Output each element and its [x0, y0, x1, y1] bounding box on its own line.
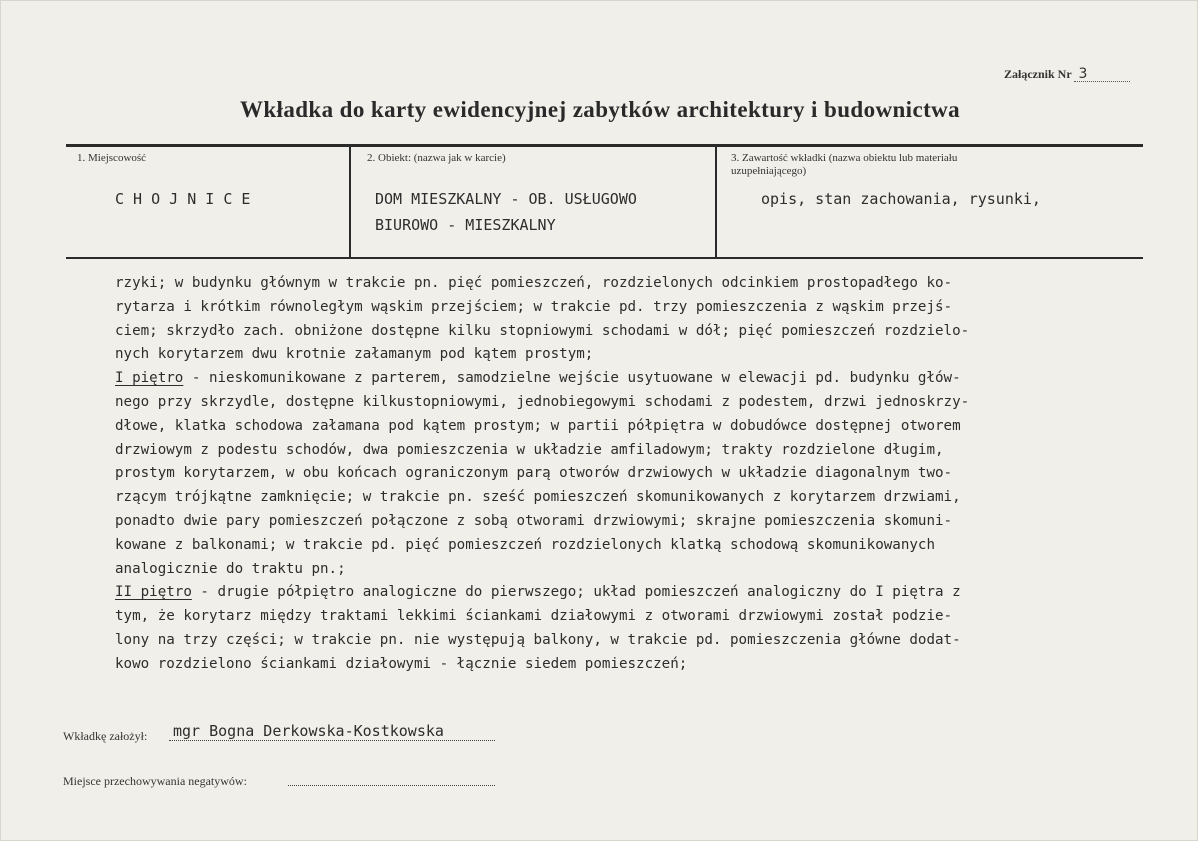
text-line: [115, 439, 1115, 463]
author-label: Wkładkę założył:: [63, 729, 148, 743]
text-line: [115, 272, 1115, 296]
text-line-content: analogicznie do traktu pn.;: [115, 560, 346, 577]
text-line-content: drzwiowym z podestu schodów, dwa pomieszczenia w układzie amfiladowym; trakty rozdzielone długim,: [115, 441, 944, 458]
table-top-rule: [66, 144, 1143, 147]
text-line-content: ciem; skrzydło zach. obniżone dostępne kilku stopniowymi schodami w dół; pięć pomieszczeń rozdzielo-: [115, 322, 970, 339]
text-line-content: rzyki; w budynku głównym w trakcie pn. pięć pomieszczeń, rozdzielonych odcinkiem prostopadłego ko-: [115, 275, 953, 291]
text-line-content: rzącym trójkątne zamknięcie; w trakcie pn. sześć pomieszczeń skomunikowanych z korytarzem drzwiami,: [115, 489, 961, 506]
text-line-content: ponadto dwie pary pomieszczeń połączone z sobą otworami drzwiowymi; skrajne pomieszczenia skomuni-: [115, 512, 953, 529]
column-label-object: 2. Obiekt: (nazwa jak w karcie): [367, 152, 506, 164]
object-value-line-2: BIUROWO - MIESZKALNY: [375, 216, 556, 234]
text-line: [115, 415, 1115, 439]
text-line-content: nych korytarzem dwu krotnie załamanym pod kątem prostym;: [115, 346, 594, 363]
text-line-content: kowane z balkonami; w trakcie pd. pięć pomieszczeń rozdzielonych klatką schodową skomunikowanych: [115, 536, 935, 553]
text-line: [115, 558, 1115, 582]
negatives-label: Miejsce przechowywania negatywów:: [63, 774, 247, 788]
text-line: [115, 534, 1115, 558]
text-line-content: rytarza i krótkim równoległym wąskim przejściem; w trakcie pd. trzy pomieszczenia z wąskim przejś-: [115, 298, 953, 315]
attachment-number: [1004, 67, 1130, 82]
text-line-content: nego przy skrzydle, dostępne kilkustopniowymi, jednobiegowymi schodami z podestem, drzwi jednoskrzy-: [115, 393, 970, 410]
text-line: [115, 605, 1115, 629]
text-line: [115, 462, 1115, 486]
section-heading: II piętro: [115, 584, 192, 601]
text-line-content: dłowe, klatka schodowa załamana pod kątem prostym; w partii półpiętra w dobudówce dostępnej otworem: [115, 417, 961, 434]
negatives-field-line: [288, 785, 495, 786]
contents-value: opis, stan zachowania, rysunki,: [761, 190, 1041, 208]
text-line: [115, 629, 1115, 653]
column-divider-1: [349, 146, 351, 258]
text-line-content: - nieskomunikowane z parterem, samodzielne wejście usytuowane w elewacji pd. budynku głów-: [183, 370, 961, 387]
text-line-content: kowo rozdzielono ściankami działowymi - łącznie siedem pomieszczeń;: [115, 655, 688, 672]
text-line: [115, 367, 1115, 391]
text-line: [115, 391, 1115, 415]
locality-value: C H O J N I C E: [115, 190, 251, 208]
object-value-line-1: DOM MIESZKALNY - OB. USŁUGOWO: [375, 190, 637, 208]
text-line-content: prostym korytarzem, w obu końcach ograniczonym parą otworów drzwiowych w układzie diagonalnym two-: [115, 465, 953, 482]
text-line: [115, 653, 1115, 677]
author-field-line: [169, 740, 495, 741]
page-title: Wkładka do karty ewidencyjnej zabytków architektury i budownictwa: [239, 97, 961, 122]
text-line: [115, 343, 1115, 367]
text-line-content: tym, że korytarz między traktami lekkimi ściankami działowymi z otworami drzwiowymi został podzie-: [115, 608, 953, 625]
author-value: mgr Bogna Derkowska-Kostkowska: [173, 722, 444, 740]
text-line: [115, 296, 1115, 320]
column-label-contents: [731, 152, 957, 178]
text-line: [115, 320, 1115, 344]
text-line: [115, 510, 1115, 534]
section-heading: I piętro: [115, 370, 184, 387]
column-label-locality: 1. Miejscowość: [77, 152, 147, 164]
column-label-contents-line: uzupełniającego): [731, 165, 807, 177]
text-line: [115, 581, 1115, 605]
attachment-label: Załącznik Nr: [1004, 67, 1072, 81]
column-label-contents-line: 3. Zawartość wkładki (nazwa obiektu lub materiału: [731, 152, 958, 164]
text-line: [115, 486, 1115, 510]
table-bottom-rule: [66, 257, 1143, 259]
description-text: [115, 272, 1115, 677]
text-line-content: lony na trzy części; w trakcie pn. nie występują balkony, w trakcie pd. pomieszczenia główne dodat-: [115, 631, 961, 648]
text-line-content: - drugie półpiętro analogiczne do pierwszego; układ pomieszczeń analogiczny do I piętra z: [191, 584, 961, 601]
attachment-value: 3: [1074, 67, 1130, 82]
column-divider-2: [715, 146, 717, 258]
